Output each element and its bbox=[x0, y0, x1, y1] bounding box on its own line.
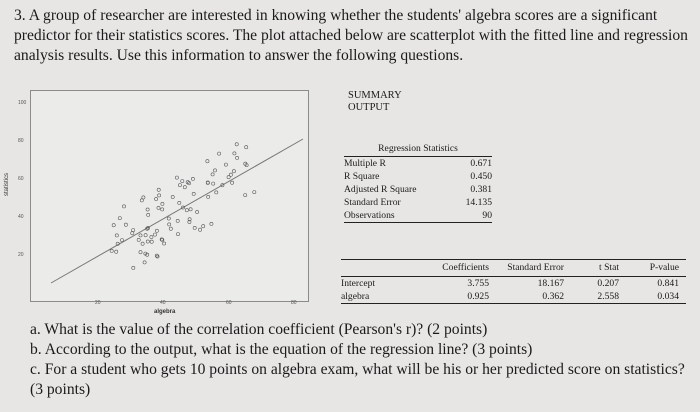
scatter-point bbox=[137, 238, 140, 241]
stat-row bbox=[344, 209, 492, 223]
scatter-point bbox=[146, 208, 149, 211]
scatter-point bbox=[146, 240, 149, 243]
scatter-point bbox=[231, 181, 234, 184]
scatter-point bbox=[157, 206, 160, 209]
coefficients-row bbox=[341, 290, 686, 304]
coef-header: P-value bbox=[649, 262, 679, 273]
scatter-point bbox=[244, 194, 247, 197]
scatter-point bbox=[144, 234, 147, 237]
scatter-point bbox=[176, 233, 179, 236]
scatter-point bbox=[141, 242, 144, 245]
scatter-point bbox=[210, 222, 213, 225]
scatter-point bbox=[213, 169, 216, 172]
problem-statement: 3. A group of researcher are interested in knowing whether the students' algebra scores are a significant predictor for their statistics scores. The plot attached below are scatterplot with the fitted line and regression analysis results. Use this information to answer the following questions. bbox=[14, 7, 688, 64]
scatter-point bbox=[150, 235, 153, 238]
coef-p: 0.034 bbox=[657, 291, 679, 302]
scatterplot bbox=[30, 90, 309, 302]
scatter-point bbox=[199, 228, 202, 231]
scatter-point bbox=[215, 191, 218, 194]
scatter-point bbox=[167, 217, 170, 220]
stat-label: Adjusted R Square bbox=[344, 184, 417, 195]
scatter-point bbox=[196, 210, 199, 213]
stat-label: Standard Error bbox=[344, 197, 401, 208]
coefficients-row bbox=[341, 277, 686, 290]
scatter-point bbox=[207, 195, 210, 198]
stat-value: 0.450 bbox=[470, 171, 492, 182]
scatter-point bbox=[189, 208, 192, 211]
coef-header bbox=[341, 262, 429, 276]
summary-title-line1: SUMMARY bbox=[348, 90, 402, 101]
scatter-point bbox=[178, 184, 181, 187]
coef-value: 3.755 bbox=[467, 278, 489, 289]
scatter-point bbox=[118, 217, 121, 220]
scatter-point bbox=[132, 266, 135, 269]
x-tick-label: 40 bbox=[160, 300, 166, 306]
scatter-point bbox=[143, 261, 146, 264]
questions-list bbox=[30, 320, 690, 400]
scatter-point bbox=[236, 156, 239, 159]
coef-header: Standard Error bbox=[507, 262, 564, 273]
coef-t: 0.207 bbox=[597, 278, 619, 289]
scatter-point bbox=[232, 170, 235, 173]
stat-value: 0.381 bbox=[470, 184, 492, 195]
scatter-point bbox=[193, 226, 196, 229]
stat-row bbox=[344, 196, 492, 209]
x-tick-label: 80 bbox=[291, 300, 297, 306]
coefficients-top-rule bbox=[341, 259, 686, 260]
scatter-point bbox=[158, 194, 161, 197]
scatter-point bbox=[212, 182, 215, 185]
scatter-point bbox=[218, 152, 221, 155]
summary-title-line2: OUTPUT bbox=[348, 102, 390, 113]
scatter-point bbox=[124, 223, 127, 226]
scatter-point bbox=[122, 205, 125, 208]
stat-label: Observations bbox=[344, 210, 395, 221]
coef-name: algebra bbox=[341, 291, 370, 302]
x-tick-label: 20 bbox=[95, 300, 101, 306]
scatter-point bbox=[115, 250, 118, 253]
scatter-point bbox=[153, 233, 156, 236]
stat-value: 0.671 bbox=[470, 158, 492, 169]
stat-row bbox=[344, 157, 492, 170]
stat-value: 90 bbox=[482, 210, 492, 221]
question-a: a. What is the value of the correlation coefficient (Pearson's r)? (2 points) bbox=[30, 321, 488, 338]
scatter-point bbox=[139, 251, 142, 254]
coef-se: 0.362 bbox=[542, 291, 564, 302]
scatter-point bbox=[192, 192, 195, 195]
scatter-point bbox=[161, 202, 164, 205]
scatterplot-canvas bbox=[31, 91, 308, 301]
scatter-point bbox=[110, 249, 113, 252]
coef-header: t Stat bbox=[599, 262, 619, 273]
y-tick-label: 80 bbox=[18, 138, 24, 144]
regression-statistics-header: Regression Statistics bbox=[344, 143, 492, 157]
scatter-point bbox=[168, 223, 171, 226]
question-b: b. According to the output, what is the equation of the regression line? (3 points) bbox=[30, 341, 533, 358]
coefficients-table bbox=[341, 262, 686, 304]
summary-output-title bbox=[348, 90, 402, 114]
fitted-line bbox=[51, 139, 303, 283]
scatter-point bbox=[171, 195, 174, 198]
y-axis-label: statistics bbox=[4, 172, 10, 196]
scatter-point bbox=[191, 177, 194, 180]
coef-value: 0.925 bbox=[467, 291, 489, 302]
scatter-point bbox=[140, 199, 143, 202]
y-tick-label: 20 bbox=[18, 252, 24, 258]
regression-statistics-table bbox=[344, 143, 492, 223]
scatter-point bbox=[112, 224, 115, 227]
scatter-point bbox=[206, 160, 209, 163]
scatter-point bbox=[131, 232, 134, 235]
x-axis-label: algebra bbox=[154, 309, 176, 315]
coef-header: Coefficients bbox=[442, 262, 489, 273]
stat-label: R Square bbox=[344, 171, 380, 182]
scatter-point bbox=[183, 186, 186, 189]
scatter-point bbox=[147, 213, 150, 216]
scatter-point bbox=[161, 208, 164, 211]
stat-row bbox=[344, 170, 492, 183]
scatter-point bbox=[142, 196, 145, 199]
scatter-point bbox=[235, 143, 238, 146]
scatter-point bbox=[157, 188, 160, 191]
coef-t: 2.558 bbox=[597, 291, 619, 302]
scatter-point bbox=[176, 219, 179, 222]
scatter-point bbox=[132, 229, 135, 232]
x-tick-label: 60 bbox=[226, 300, 232, 306]
scatter-point bbox=[202, 225, 205, 228]
question-c: c. For a student who gets 10 points on algebra exam, what will be his or her predicted score on statistics? (3 points) bbox=[30, 361, 685, 398]
coef-p: 0.841 bbox=[657, 278, 679, 289]
scatter-point bbox=[115, 234, 118, 237]
coef-se: 18.167 bbox=[537, 278, 564, 289]
scatter-point bbox=[224, 163, 227, 166]
y-tick-label: 60 bbox=[18, 176, 24, 182]
coef-name: Intercept bbox=[341, 278, 376, 289]
scatter-point bbox=[139, 234, 142, 237]
coefficients-header-row bbox=[341, 262, 686, 277]
scatter-point bbox=[175, 176, 178, 179]
scatter-point bbox=[211, 173, 214, 176]
scatter-point bbox=[178, 201, 181, 204]
y-tick-label: 100 bbox=[18, 100, 27, 106]
scatter-point bbox=[185, 209, 188, 212]
scatter-point bbox=[150, 240, 153, 243]
scatter-point bbox=[229, 173, 232, 176]
stat-label: Multiple R bbox=[344, 158, 386, 169]
stat-value: 14.135 bbox=[465, 197, 492, 208]
scatter-point bbox=[245, 146, 248, 149]
scatter-point bbox=[163, 242, 166, 245]
scatter-point bbox=[155, 197, 158, 200]
stat-row bbox=[344, 183, 492, 196]
scatter-point bbox=[253, 191, 256, 194]
scatter-point bbox=[181, 180, 184, 183]
scatter-point bbox=[155, 254, 158, 257]
scatter-point bbox=[169, 227, 172, 230]
scatter-point bbox=[120, 239, 123, 242]
y-tick-label: 40 bbox=[18, 214, 24, 220]
scatter-point bbox=[233, 152, 236, 155]
scatter-point bbox=[155, 229, 158, 232]
